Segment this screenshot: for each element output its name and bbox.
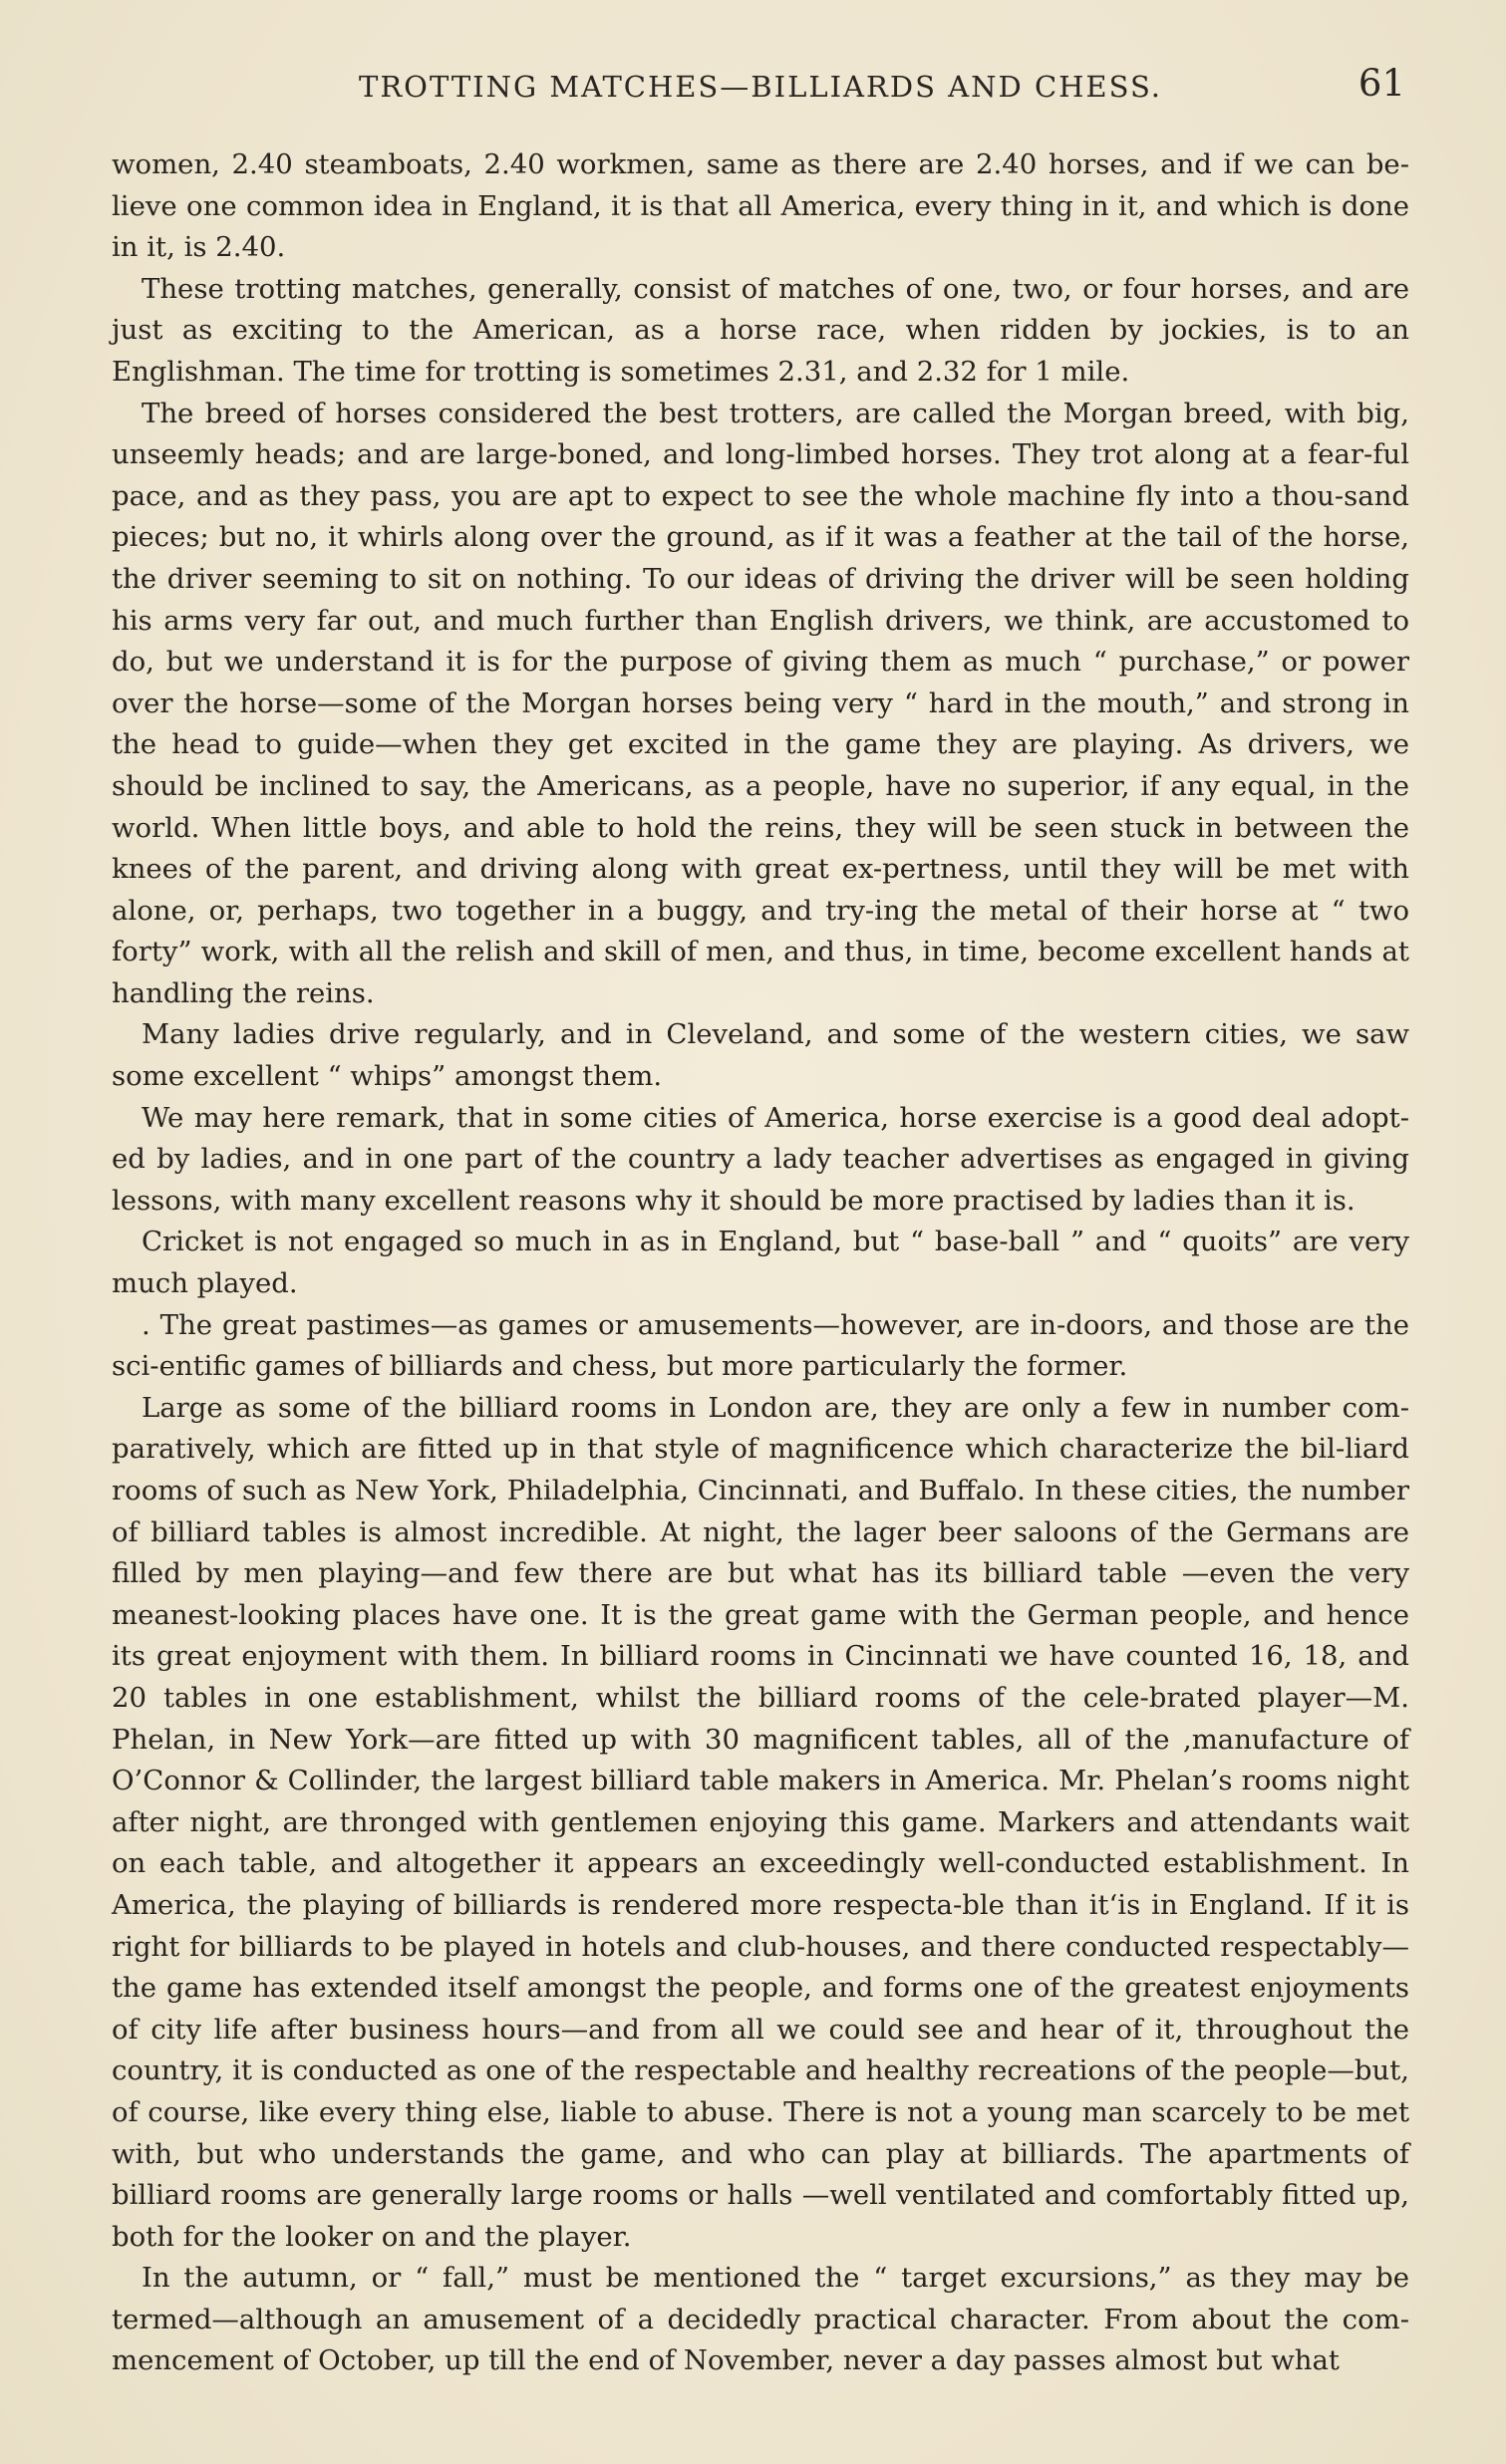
paragraph: . The great pastimes—as games or amusements—however, are in-doors, and those are the sci-entific games of billiards and chess, but more particularly the former. — [112, 1308, 1409, 1383]
paragraph: Many ladies drive regularly, and in Cleveland, and some of the western cities, we saw some excellent “ whips” amongst them. — [112, 1018, 1409, 1093]
paragraph: Cricket is not engaged so much in as in England, but “ base-ball ” and “ quoits” are very much played. — [112, 1226, 1409, 1300]
body-text — [112, 144, 1409, 2382]
paragraph: Large as some of the billiard rooms in London are, they are only a few in number com-paratively, which are fitted up in that style of magnificence which characterize the bil-liard rooms of such as New York, Philadelphia, Cincinnati, and Buffalo. In these cities, the number of billiard tables is almost incredible. At night, the lager beer saloons of the Germans are filled by men playing—and few there are but what has its billiard table —even the very meanest-looking places have one. It is the great game with the German people, and hence its great enjoyment with them. In billiard rooms in Cincinnati we have counted 16, 18, and 20 tables in one establishment, whilst the billiard rooms of the cele-brated player—M. Phelan, in New York—are fitted up with 30 magnificent tables, all of the ,manufacture of O’Connor & Collinder, the largest billiard table makers in America. Mr. Phelan’s rooms night after night, are thronged with gentlemen enjoying this game. Markers and attendants wait on each table, and altogether it appears an exceedingly well-conducted establishment. In America, the playing of billiards is rendered more respecta-ble than it‘is in England. If it is right for billiards to be played in hotels and club-houses, and there conducted respectably—the game has extended itself amongst the people, and forms one of the greatest enjoyments of city life after business hours—and from all we could see and hear of it, throughout the country, it is conducted as one of the respectable and healthy recreations of the people—but, of course, like every thing else, liable to abuse. There is not a young man scarcely to be met with, but who understands the game, and who can play at billiards. The apartments of billiard rooms are generally large rooms or halls —well ventilated and comfortably fitted up, both for the looker on and the player. — [112, 1391, 1409, 2253]
page-number: 61 — [1357, 62, 1405, 105]
paragraph: These trotting matches, generally, consist of matches of one, two, or four horses, and are just as exciting to the American, as a horse race, when ridden by jockies, is to an Englishman. The time for trotting is sometimes 2.31, and 2.32 for 1 mile. — [112, 272, 1409, 388]
running-head: TROTTING MATCHES—BILLIARDS AND CHESS. — [359, 70, 1162, 104]
paragraph: women, 2.40 steamboats, 2.40 workmen, same as there are 2.40 horses, and if we can be-lieve one common idea in England, it is that all America, every thing in it, and which is done in it, is 2.40. — [112, 148, 1409, 264]
paragraph: We may here remark, that in some cities of America, horse exercise is a good deal adopt-ed by ladies, and in one part of the country a lady teacher advertises as engaged in giving lessons, with many excellent reasons why it should be more practised by ladies than it is. — [112, 1101, 1409, 1217]
paragraph: In the autumn, or “ fall,” must be mentioned the “ target excursions,” as they may be termed—although an amusement of a decidedly practical character. From about the com-mencement of October, up till the end of November, never a day passes almost but what — [112, 2262, 1409, 2377]
paragraph: The breed of horses considered the best trotters, are called the Morgan breed, with big, unseemly heads; and are large-boned, and long-limbed horses. They trot along at a fear-ful pace, and as they pass, you are apt to expect to see the whole machine fly into a thou-sand pieces; but no, it whirls along over the ground, as if it was a feather at the tail of the horse, the driver seeming to sit on nothing. To our ideas of driving the driver will be seen holding his arms very far out, and much further than English drivers, we think, are accustomed to do, but we understand it is for the purpose of giving them as much “ purchase,” or power over the horse—some of the Morgan horses being very “ hard in the mouth,” and strong in the head to guide—when they get excited in the game they are playing. As drivers, we should be inclined to say, the Americans, as a people, have no superior, if any equal, in the world. When little boys, and able to hold the reins, they will be seen stuck in between the knees of the parent, and driving along with great ex-pertness, until they will be met with alone, or, perhaps, two together in a buggy, and try-ing the metal of their horse at “ two forty” work, with all the relish and skill of men, and thus, in time, become excellent hands at handling the reins. — [112, 397, 1409, 1009]
page-header — [359, 62, 1405, 122]
